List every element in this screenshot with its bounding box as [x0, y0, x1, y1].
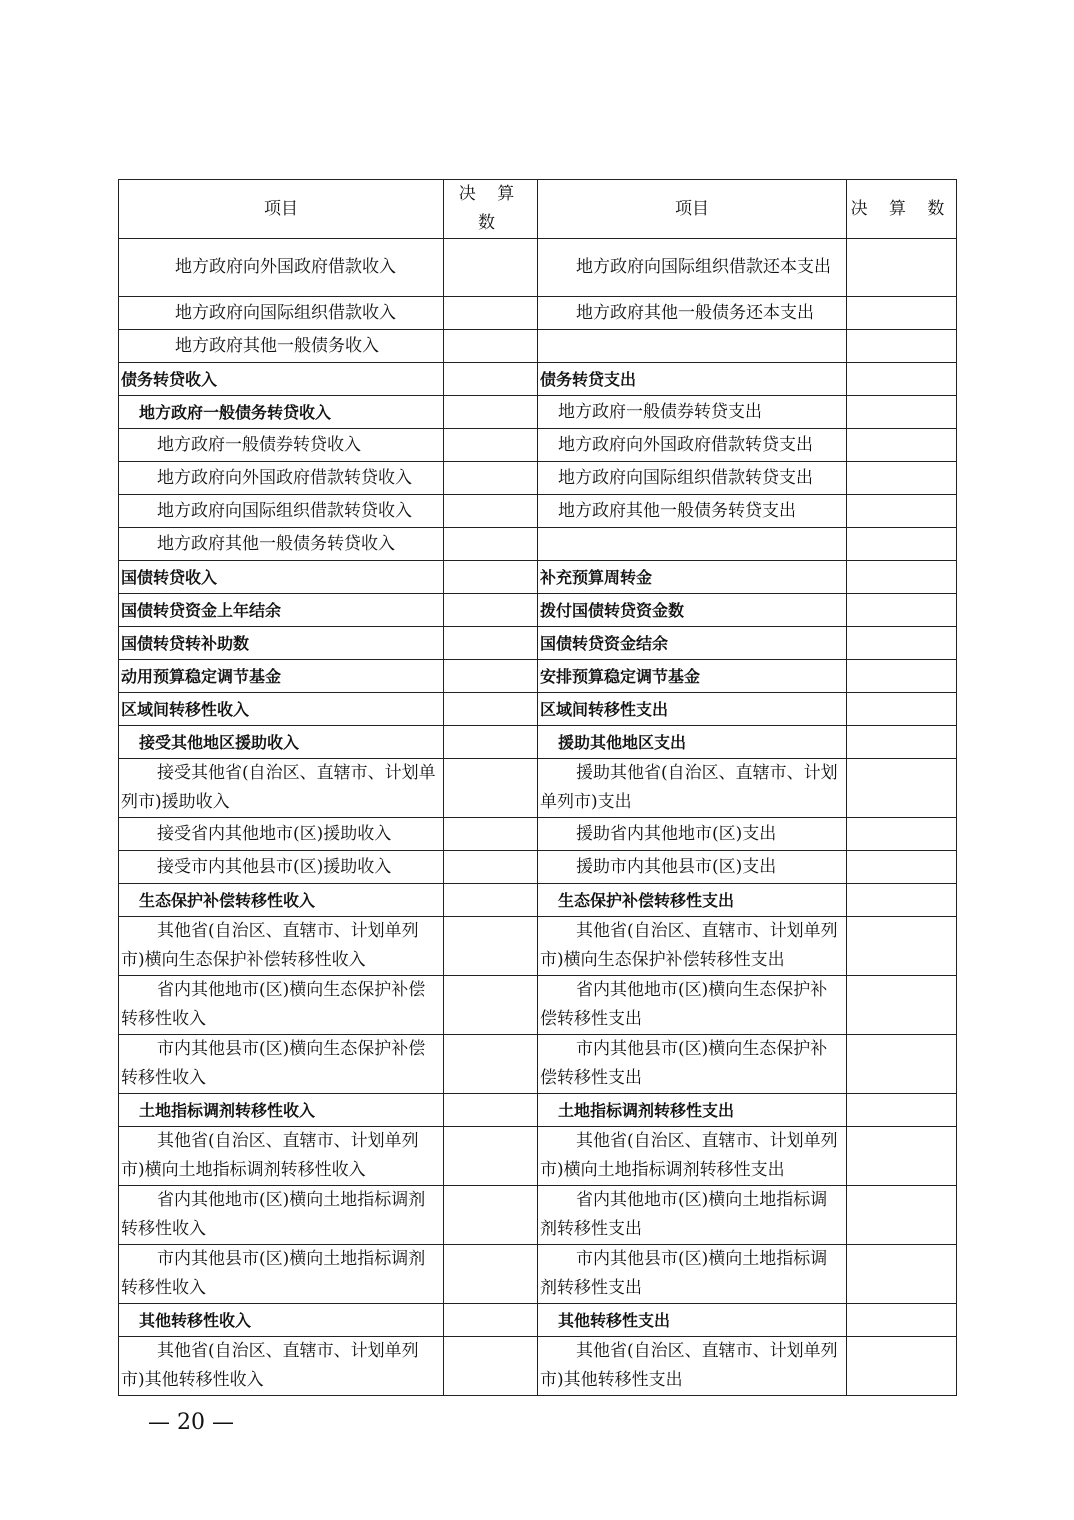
right-amount-cell — [847, 330, 957, 363]
right-amount-cell — [847, 297, 957, 330]
right-item-cell: 省内其他地市(区)横向生态保护补偿转移性支出 — [538, 976, 847, 1035]
left-amount-cell — [444, 239, 538, 297]
table-row — [119, 1186, 957, 1245]
table-row — [119, 976, 957, 1035]
left-item-cell: 其他省(自治区、直辖市、计划单列市)横向土地指标调剂转移性收入 — [119, 1127, 444, 1186]
left-item-cell: 国债转贷资金上年结余 — [119, 594, 444, 627]
left-amount-cell — [444, 1127, 538, 1186]
right-item-cell: 援助市内其他县市(区)支出 — [538, 851, 847, 884]
left-amount-cell — [444, 1094, 538, 1127]
left-amount-cell — [444, 693, 538, 726]
right-amount-cell — [847, 1127, 957, 1186]
table-row — [119, 1094, 957, 1127]
right-amount-cell — [847, 693, 957, 726]
right-item-cell: 省内其他地市(区)横向土地指标调剂转移性支出 — [538, 1186, 847, 1245]
budget-table — [118, 179, 957, 1396]
right-item-cell: 其他省(自治区、直辖市、计划单列市)其他转移性支出 — [538, 1337, 847, 1396]
left-amount-cell — [444, 1304, 538, 1337]
left-amount-cell — [444, 594, 538, 627]
left-amount-cell — [444, 429, 538, 462]
right-amount-cell — [847, 726, 957, 759]
left-item-cell: 地方政府向外国政府借款收入 — [119, 239, 444, 297]
left-item-cell: 动用预算稳定调节基金 — [119, 660, 444, 693]
right-amount-cell — [847, 363, 957, 396]
left-amount-cell — [444, 1186, 538, 1245]
left-item-cell: 接受其他地区援助收入 — [119, 726, 444, 759]
left-item-cell: 地方政府一般债券转贷收入 — [119, 429, 444, 462]
table-row — [119, 917, 957, 976]
right-item-cell: 地方政府向国际组织借款转贷支出 — [538, 462, 847, 495]
left-item-cell: 市内其他县市(区)横向土地指标调剂转移性收入 — [119, 1245, 444, 1304]
table-row — [119, 1245, 957, 1304]
right-amount-cell — [847, 759, 957, 818]
table-row — [119, 1127, 957, 1186]
right-item-cell: 其他省(自治区、直辖市、计划单列市)横向土地指标调剂转移性支出 — [538, 1127, 847, 1186]
table-row — [119, 1035, 957, 1094]
left-amount-cell — [444, 462, 538, 495]
left-amount-cell — [444, 818, 538, 851]
right-item-cell: 其他转移性支出 — [538, 1304, 847, 1337]
table-row — [119, 726, 957, 759]
right-amount-cell — [847, 462, 957, 495]
table-row — [119, 818, 957, 851]
table-row — [119, 594, 957, 627]
page-number: — 20 — — [148, 1410, 234, 1435]
right-amount-cell — [847, 528, 957, 561]
left-item-cell: 地方政府向国际组织借款转贷收入 — [119, 495, 444, 528]
table-row — [119, 429, 957, 462]
table-row — [119, 660, 957, 693]
right-amount-cell — [847, 884, 957, 917]
header-item-left: 项目 — [119, 180, 444, 239]
left-item-cell: 地方政府其他一般债务收入 — [119, 330, 444, 363]
left-amount-cell — [444, 851, 538, 884]
right-amount-cell — [847, 660, 957, 693]
right-amount-cell — [847, 239, 957, 297]
right-amount-cell — [847, 627, 957, 660]
right-item-cell: 地方政府其他一般债务转贷支出 — [538, 495, 847, 528]
table-header — [119, 180, 957, 239]
left-item-cell: 区域间转移性收入 — [119, 693, 444, 726]
left-item-cell: 国债转贷收入 — [119, 561, 444, 594]
right-item-cell: 市内其他县市(区)横向生态保护补偿转移性支出 — [538, 1035, 847, 1094]
right-item-cell: 地方政府向国际组织借款还本支出 — [538, 239, 847, 297]
left-amount-cell — [444, 528, 538, 561]
header-amount-right: 决 算 数 — [847, 180, 957, 239]
left-item-cell: 地方政府向外国政府借款转贷收入 — [119, 462, 444, 495]
left-amount-cell — [444, 1035, 538, 1094]
right-item-cell: 地方政府其他一般债务还本支出 — [538, 297, 847, 330]
left-item-cell: 其他省(自治区、直辖市、计划单列市)其他转移性收入 — [119, 1337, 444, 1396]
right-item-cell: 地方政府一般债券转贷支出 — [538, 396, 847, 429]
table-row — [119, 396, 957, 429]
left-item-cell: 其他转移性收入 — [119, 1304, 444, 1337]
right-amount-cell — [847, 594, 957, 627]
table-row — [119, 561, 957, 594]
left-amount-cell — [444, 627, 538, 660]
left-item-cell: 地方政府一般债务转贷收入 — [119, 396, 444, 429]
right-amount-cell — [847, 818, 957, 851]
left-amount-cell — [444, 396, 538, 429]
table-row — [119, 528, 957, 561]
left-item-cell: 生态保护补偿转移性收入 — [119, 884, 444, 917]
left-item-cell: 省内其他地市(区)横向土地指标调剂转移性收入 — [119, 1186, 444, 1245]
header-item-right: 项目 — [538, 180, 847, 239]
left-item-cell: 债务转贷收入 — [119, 363, 444, 396]
left-amount-cell — [444, 561, 538, 594]
right-amount-cell — [847, 1094, 957, 1127]
left-item-cell: 国债转贷转补助数 — [119, 627, 444, 660]
table-row — [119, 462, 957, 495]
table-row — [119, 693, 957, 726]
right-item-cell: 市内其他县市(区)横向土地指标调剂转移性支出 — [538, 1245, 847, 1304]
left-item-cell: 接受其他省(自治区、直辖市、计划单列市)援助收入 — [119, 759, 444, 818]
table-row — [119, 330, 957, 363]
right-amount-cell — [847, 917, 957, 976]
table-row — [119, 759, 957, 818]
left-item-cell: 市内其他县市(区)横向生态保护补偿转移性收入 — [119, 1035, 444, 1094]
left-amount-cell — [444, 1245, 538, 1304]
table-row — [119, 495, 957, 528]
table-row — [119, 297, 957, 330]
left-amount-cell — [444, 363, 538, 396]
right-item-cell: 其他省(自治区、直辖市、计划单列市)横向生态保护补偿转移性支出 — [538, 917, 847, 976]
right-item-cell: 国债转贷资金结余 — [538, 627, 847, 660]
left-amount-cell — [444, 976, 538, 1035]
right-item-cell: 援助省内其他地市(区)支出 — [538, 818, 847, 851]
left-item-cell: 地方政府其他一般债务转贷收入 — [119, 528, 444, 561]
left-item-cell: 接受市内其他县市(区)援助收入 — [119, 851, 444, 884]
left-amount-cell — [444, 917, 538, 976]
left-amount-cell — [444, 660, 538, 693]
right-amount-cell — [847, 495, 957, 528]
right-amount-cell — [847, 976, 957, 1035]
right-amount-cell — [847, 396, 957, 429]
table-row — [119, 1337, 957, 1396]
left-amount-cell — [444, 759, 538, 818]
table-row — [119, 627, 957, 660]
right-item-cell: 债务转贷支出 — [538, 363, 847, 396]
right-item-cell — [538, 330, 847, 363]
right-item-cell — [538, 528, 847, 561]
right-amount-cell — [847, 1245, 957, 1304]
right-item-cell: 补充预算周转金 — [538, 561, 847, 594]
right-amount-cell — [847, 1035, 957, 1094]
table-row — [119, 884, 957, 917]
right-item-cell: 援助其他省(自治区、直辖市、计划单列市)支出 — [538, 759, 847, 818]
right-amount-cell — [847, 1186, 957, 1245]
right-amount-cell — [847, 1337, 957, 1396]
right-item-cell: 拨付国债转贷资金数 — [538, 594, 847, 627]
left-amount-cell — [444, 495, 538, 528]
right-amount-cell — [847, 429, 957, 462]
table-row — [119, 1304, 957, 1337]
right-amount-cell — [847, 1304, 957, 1337]
right-item-cell: 土地指标调剂转移性支出 — [538, 1094, 847, 1127]
right-amount-cell — [847, 851, 957, 884]
right-item-cell: 援助其他地区支出 — [538, 726, 847, 759]
right-item-cell: 地方政府向外国政府借款转贷支出 — [538, 429, 847, 462]
right-amount-cell — [847, 561, 957, 594]
table-row — [119, 239, 957, 297]
left-item-cell: 其他省(自治区、直辖市、计划单列市)横向生态保护补偿转移性收入 — [119, 917, 444, 976]
left-amount-cell — [444, 330, 538, 363]
left-amount-cell — [444, 297, 538, 330]
left-amount-cell — [444, 884, 538, 917]
left-item-cell: 接受省内其他地市(区)援助收入 — [119, 818, 444, 851]
table-row — [119, 363, 957, 396]
left-amount-cell — [444, 726, 538, 759]
right-item-cell: 安排预算稳定调节基金 — [538, 660, 847, 693]
table-body — [119, 239, 957, 1396]
table-row — [119, 851, 957, 884]
left-item-cell: 土地指标调剂转移性收入 — [119, 1094, 444, 1127]
left-item-cell: 省内其他地市(区)横向生态保护补偿转移性收入 — [119, 976, 444, 1035]
left-item-cell: 地方政府向国际组织借款收入 — [119, 297, 444, 330]
left-amount-cell — [444, 1337, 538, 1396]
header-amount-left: 决 算 数 — [444, 180, 538, 239]
right-item-cell: 生态保护补偿转移性支出 — [538, 884, 847, 917]
right-item-cell: 区域间转移性支出 — [538, 693, 847, 726]
